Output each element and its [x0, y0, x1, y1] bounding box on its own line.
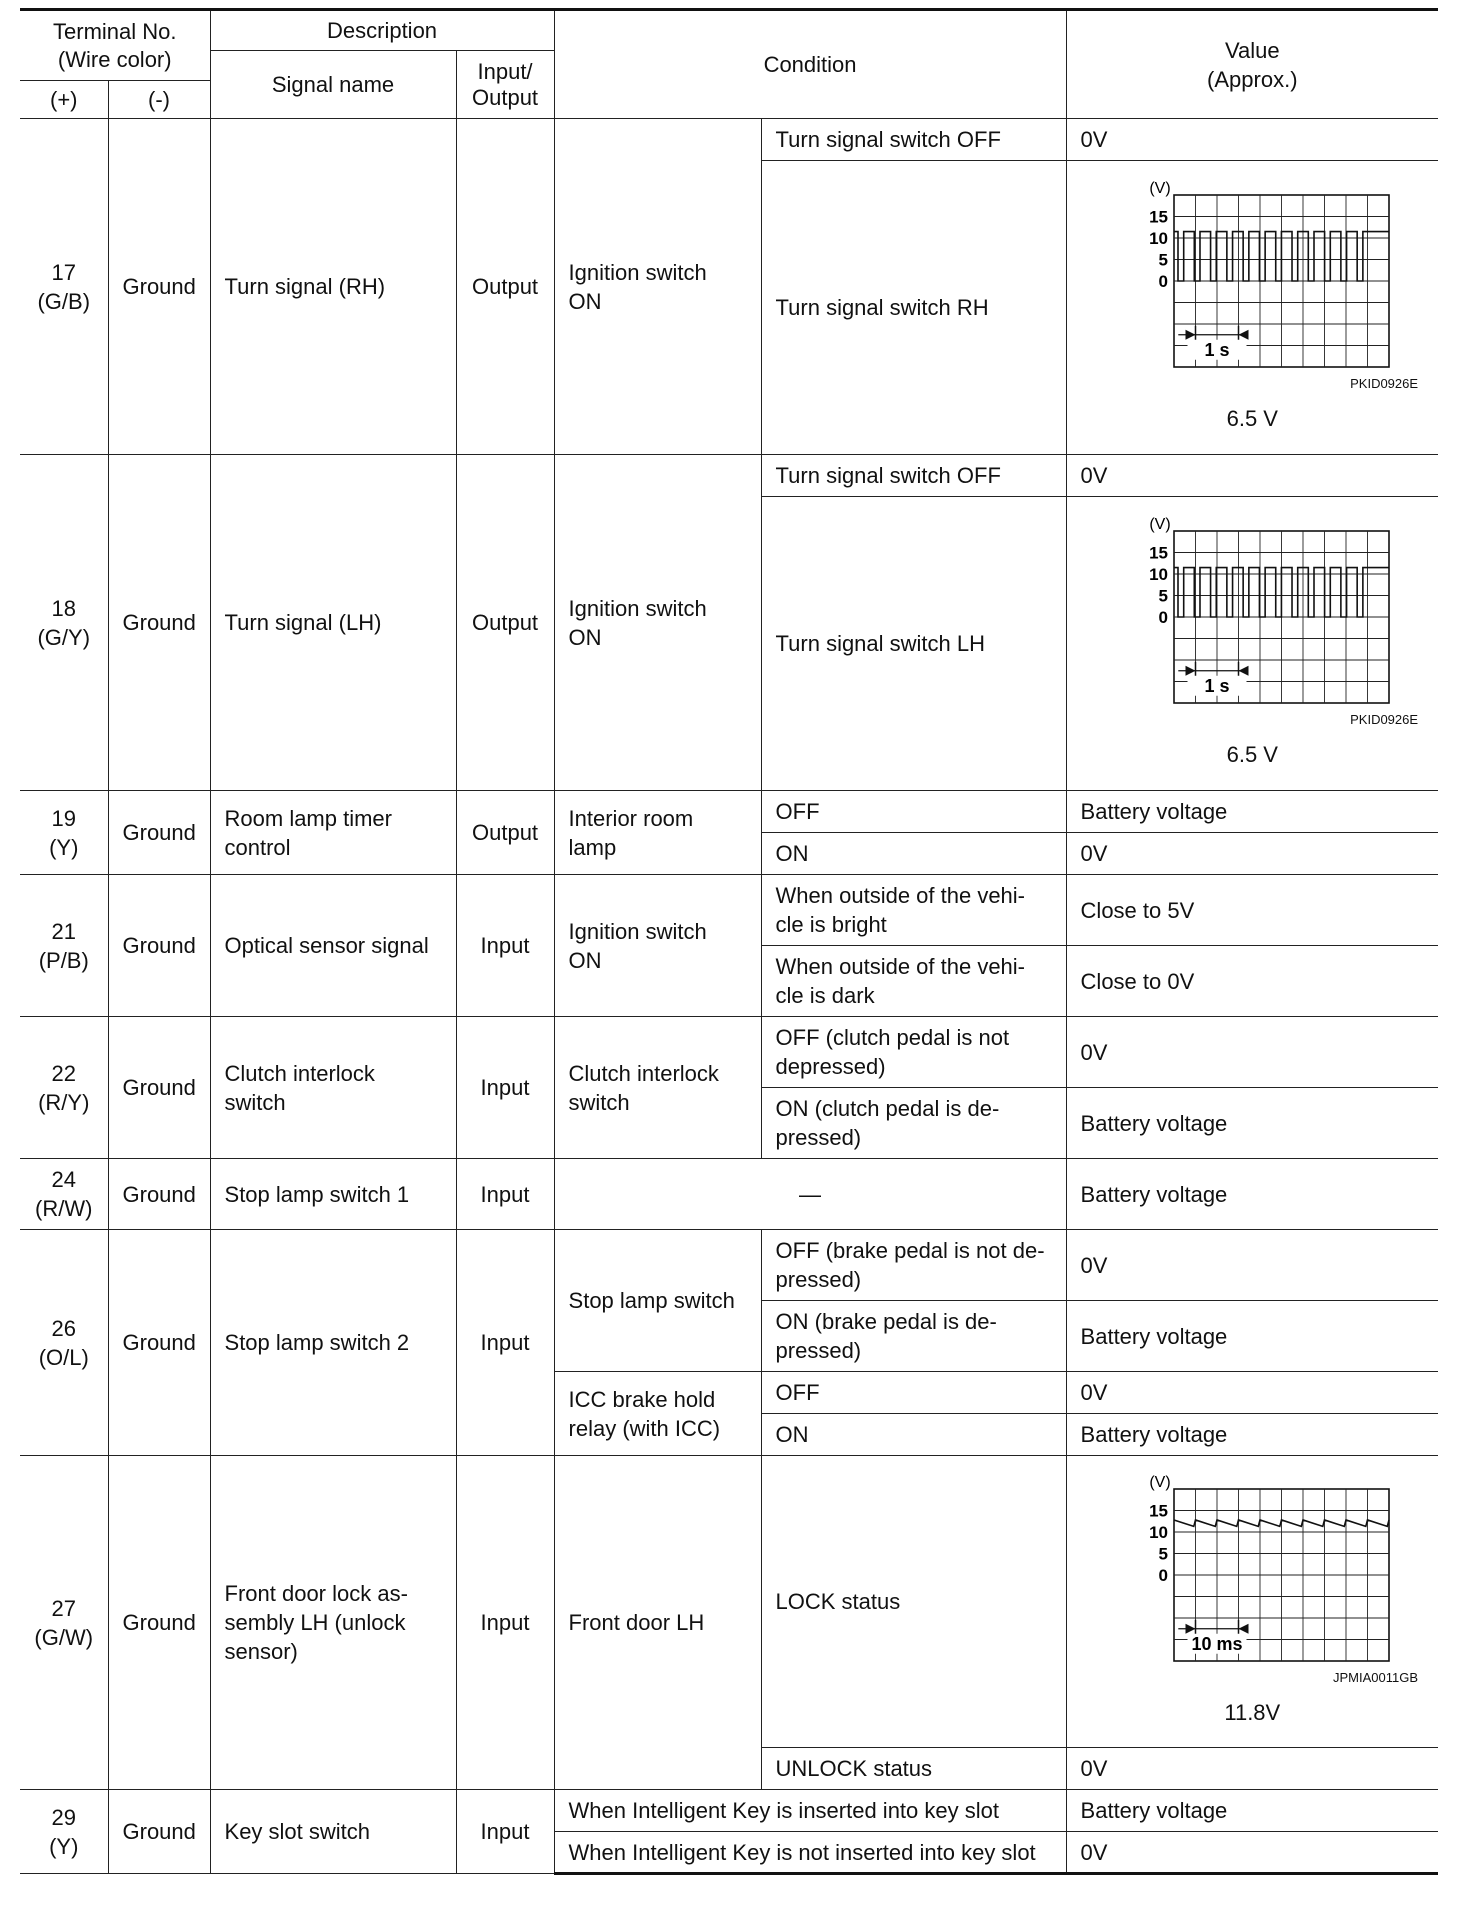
- value-cell: 0V: [1066, 1372, 1438, 1414]
- terminal-cell: [20, 1790, 108, 1874]
- value-cell: 0V: [1066, 1017, 1438, 1088]
- time-scale-label: 1 s: [1204, 675, 1230, 696]
- axis-tick-label: 0: [1158, 1565, 1169, 1585]
- ground-cell: Ground: [108, 791, 210, 875]
- terminal-number: 22: [51, 1060, 76, 1086]
- header-terminal-no: [20, 10, 210, 81]
- waveform-trace: [1174, 231, 1389, 280]
- axis-tick-label: 5: [1158, 586, 1169, 605]
- time-scale-arrow: [1239, 329, 1249, 339]
- table-row: [20, 875, 1438, 946]
- ground-cell: Ground: [108, 1456, 210, 1790]
- header-input-output: Input/ Output: [456, 51, 554, 119]
- condition-sub-cell: When outside of the vehi- cle is bright: [761, 875, 1066, 946]
- condition-sub-cell: OFF: [761, 791, 1066, 833]
- waveform-value: 6.5 V: [1226, 405, 1278, 431]
- axis-tick-label: 15: [1149, 543, 1169, 562]
- waveform-cell: [1066, 1456, 1438, 1748]
- oscilloscope-waveform: [1102, 517, 1402, 707]
- wire-color: (R/W): [35, 1196, 93, 1221]
- terminal-cell: [20, 1017, 108, 1159]
- oscilloscope-waveform: [1102, 181, 1402, 371]
- header-condition: Condition: [554, 10, 1066, 119]
- signal-name-cell: Stop lamp switch 2: [210, 1230, 456, 1456]
- ground-cell: Ground: [108, 1017, 210, 1159]
- table-row: [20, 455, 1438, 497]
- header-value-label: Value: [1224, 37, 1280, 63]
- condition-sub-cell: UNLOCK status: [761, 1748, 1066, 1790]
- condition-sub-cell: ON: [761, 1414, 1066, 1456]
- ground-cell: Ground: [108, 455, 210, 791]
- table-row: [20, 1230, 1438, 1301]
- condition-cell: When Intelligent Key is inserted into key slot: [554, 1790, 1066, 1832]
- axis-tick-label: 10: [1149, 564, 1169, 584]
- io-cell: Output: [456, 119, 554, 455]
- wire-color: (G/W): [34, 1624, 94, 1650]
- figure-code: PKID0926E: [1350, 711, 1419, 727]
- value-cell: Close to 5V: [1066, 875, 1438, 946]
- ground-cell: Ground: [108, 1790, 210, 1874]
- time-scale-arrow: [1239, 665, 1249, 675]
- header-plus: (+): [20, 81, 108, 119]
- axis-tick-label: 0: [1158, 271, 1169, 291]
- terminal-cell: [20, 455, 108, 791]
- table-row: [20, 1790, 1438, 1832]
- value-cell: 0V: [1066, 833, 1438, 875]
- value-cell: Close to 0V: [1066, 946, 1438, 1017]
- condition-sub-cell: ON (brake pedal is de- pressed): [761, 1301, 1066, 1372]
- condition-sub-cell: Turn signal switch OFF: [761, 119, 1066, 161]
- axis-unit-label: (V): [1149, 516, 1171, 533]
- condition-sub-cell: When outside of the vehi- cle is dark: [761, 946, 1066, 1017]
- axis-tick-label: 10: [1149, 1522, 1169, 1542]
- terminal-cell: [20, 1159, 108, 1230]
- axis-unit-label: (V): [1149, 1474, 1171, 1491]
- wire-color: (G/Y): [37, 624, 91, 650]
- signal-name-cell: Turn signal (RH): [210, 119, 456, 455]
- terminal-number: 24: [51, 1167, 76, 1192]
- signal-name-cell: Turn signal (LH): [210, 455, 456, 791]
- io-cell: Input: [456, 1159, 554, 1230]
- condition-main-cell: Ignition switch ON: [554, 119, 761, 455]
- condition-cell: When Intelligent Key is not inserted into key slot: [554, 1832, 1066, 1874]
- waveform-trace: [1174, 567, 1389, 616]
- ground-cell: Ground: [108, 119, 210, 455]
- value-cell: Battery voltage: [1066, 791, 1438, 833]
- condition-sub-cell: Turn signal switch RH: [761, 161, 1066, 455]
- signal-name-cell: Clutch interlock switch: [210, 1017, 456, 1159]
- condition-cell: —: [554, 1159, 1066, 1230]
- time-scale-arrow: [1239, 1623, 1249, 1633]
- figure-code: PKID0926E: [1350, 375, 1419, 391]
- figure-code: JPMIA0011GB: [1333, 1669, 1419, 1685]
- time-scale-arrow: [1186, 329, 1196, 339]
- waveform-cell: [1066, 497, 1438, 791]
- io-cell: Output: [456, 455, 554, 791]
- value-cell: 0V: [1066, 1230, 1438, 1301]
- table-row: [20, 1456, 1438, 1748]
- io-cell: Input: [456, 1230, 554, 1456]
- condition-main-cell: Front door LH: [554, 1456, 761, 1790]
- condition-sub-cell: ON (clutch pedal is de- pressed): [761, 1088, 1066, 1159]
- table-row: [20, 791, 1438, 833]
- terminal-cell: [20, 119, 108, 455]
- axis-tick-label: 0: [1158, 607, 1169, 627]
- value-cell: Battery voltage: [1066, 1414, 1438, 1456]
- signal-name-cell: Stop lamp switch 1: [210, 1159, 456, 1230]
- signal-name-cell: Optical sensor signal: [210, 875, 456, 1017]
- header-value: [1066, 10, 1438, 119]
- terminal-spec-table: [20, 8, 1438, 1875]
- terminal-number: 17: [51, 259, 76, 285]
- axis-unit-label: (V): [1149, 180, 1171, 197]
- wire-color: (R/Y): [38, 1089, 90, 1115]
- header-approx-label: (Approx.): [1207, 66, 1298, 92]
- wire-color: (Y): [49, 834, 79, 860]
- axis-tick-label: 5: [1158, 1544, 1169, 1563]
- condition-main-cell: ICC brake hold relay (with ICC): [554, 1372, 761, 1456]
- axis-tick-label: 15: [1149, 1501, 1169, 1520]
- terminal-number: 19: [51, 805, 76, 831]
- condition-sub-cell: Turn signal switch OFF: [761, 455, 1066, 497]
- terminal-cell: [20, 1456, 108, 1790]
- condition-main-cell: Clutch interlock switch: [554, 1017, 761, 1159]
- terminal-cell: [20, 875, 108, 1017]
- condition-sub-cell: ON: [761, 833, 1066, 875]
- signal-name-cell: Room lamp timer control: [210, 791, 456, 875]
- header-terminal-label: Terminal No.: [53, 18, 177, 44]
- terminal-number: 18: [51, 595, 76, 621]
- condition-main-cell: Ignition switch ON: [554, 455, 761, 791]
- terminal-number: 26: [51, 1315, 76, 1341]
- terminal-number: 29: [51, 1804, 76, 1830]
- wire-color: (P/B): [38, 947, 89, 973]
- condition-main-cell: Interior room lamp: [554, 791, 761, 875]
- header-signal-name: Signal name: [210, 51, 456, 119]
- value-cell: 0V: [1066, 455, 1438, 497]
- signal-name-cell: Key slot switch: [210, 1790, 456, 1874]
- ground-cell: Ground: [108, 1159, 210, 1230]
- io-cell: Input: [456, 1456, 554, 1790]
- terminal-cell: [20, 791, 108, 875]
- value-cell: Battery voltage: [1066, 1159, 1438, 1230]
- time-scale-label: 1 s: [1204, 339, 1230, 360]
- io-cell: Output: [456, 791, 554, 875]
- io-cell: Input: [456, 875, 554, 1017]
- condition-sub-cell: OFF (clutch pedal is not depressed): [761, 1017, 1066, 1088]
- table-row: [20, 119, 1438, 161]
- wire-color: (G/B): [37, 288, 91, 314]
- value-cell: Battery voltage: [1066, 1301, 1438, 1372]
- condition-sub-cell: LOCK status: [761, 1456, 1066, 1748]
- time-scale-arrow: [1186, 665, 1196, 675]
- value-cell: Battery voltage: [1066, 1790, 1438, 1832]
- condition-sub-cell: Turn signal switch LH: [761, 497, 1066, 791]
- wire-color: (O/L): [38, 1344, 89, 1370]
- axis-tick-label: 15: [1149, 207, 1169, 226]
- waveform-value: 6.5 V: [1226, 741, 1278, 767]
- ground-cell: Ground: [108, 1230, 210, 1456]
- header-minus: (-): [108, 81, 210, 119]
- condition-main-cell: Ignition switch ON: [554, 875, 761, 1017]
- condition-main-cell: Stop lamp switch: [554, 1230, 761, 1372]
- terminal-number: 21: [51, 918, 76, 944]
- signal-name-cell: Front door lock as- sembly LH (unlock sensor): [210, 1456, 456, 1790]
- value-cell: Battery voltage: [1066, 1088, 1438, 1159]
- axis-tick-label: 10: [1149, 228, 1169, 248]
- time-scale-label: 10 ms: [1191, 1633, 1243, 1654]
- header-wire-color-label: (Wire color): [57, 46, 172, 72]
- axis-tick-label: 5: [1158, 250, 1169, 269]
- condition-sub-cell: OFF (brake pedal is not de- pressed): [761, 1230, 1066, 1301]
- table-row: [20, 1017, 1438, 1088]
- io-cell: Input: [456, 1017, 554, 1159]
- oscilloscope-waveform: [1102, 1475, 1402, 1665]
- waveform-value: 11.8V: [1224, 1699, 1281, 1725]
- waveform-cell: [1066, 161, 1438, 455]
- value-cell: 0V: [1066, 1832, 1438, 1874]
- terminal-cell: [20, 1230, 108, 1456]
- wire-color: (Y): [49, 1833, 79, 1859]
- value-cell: 0V: [1066, 119, 1438, 161]
- terminal-number: 27: [51, 1595, 76, 1621]
- ground-cell: Ground: [108, 875, 210, 1017]
- io-cell: Input: [456, 1790, 554, 1874]
- time-scale-arrow: [1186, 1623, 1196, 1633]
- header-description: Description: [210, 10, 554, 51]
- condition-sub-cell: OFF: [761, 1372, 1066, 1414]
- value-cell: 0V: [1066, 1748, 1438, 1790]
- table-row: [20, 1159, 1438, 1230]
